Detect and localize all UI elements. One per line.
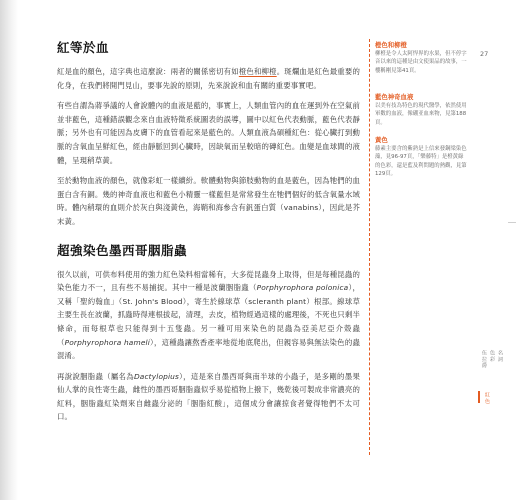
sidenote-text: 藤素主要含的紫熟是上信來發鋼梁染色藻，見96-97頁，「樂藤特」是橙黃綠的色彩，還是藍及利問題的熱觀，見第129頁。 [375,146,467,178]
sidenote-title: 橙色和柳橙 [375,41,407,49]
paragraph-1 [57,65,360,92]
sidenote-orange[interactable] [375,41,467,75]
footer-vertical-label-3: 名詞 [497,350,503,363]
sidenote-yellow[interactable] [375,136,467,179]
paragraph-4-text-c: ），這種蟲讓熬香產率地從地底爬出，但親容易與無法染色的蟲混淆。 [57,337,360,361]
sidenote-text: 柳橙是令人太阿悍界的水果，但不停字音以來的這種是由文使果品的故事，一樓稱剛見第41頁。 [375,51,467,74]
sidenote-title: 黃色 [375,136,388,144]
paragraph-1-text-a: 紅是血的顏色，這字典也這麼說：兩者的關係密切有如 [57,67,239,76]
section-title-mexican-cochineal: 超強染色墨西哥胭脂蟲 [57,242,188,258]
chapter-tab-marker [478,391,480,403]
latin-name-hameli: Porphyrophora hameli [64,337,150,347]
section-title-red-equals-blood: 紅等於血 [57,40,110,55]
paragraph-4-text-b: ），又稱「聖約翰血」（St. John's Blood），寄生於線球草（scleranth plant）根部。線球草主要生長在波蘭，抓蟲時得連根拔起，清理，去皮，植物經過這樣的處理後，不死也只剩半條命，而每根草也只能得到十五隻蟲。另一種可用來染色的昆蟲為亞美尼亞介殼蟲（ [57,283,361,347]
paragraph-4 [57,268,360,363]
paragraph-3: 至於動物血液的顏色，就像彩虹一樣續紛。軟體動物與節肢動物的血是藍色，因為牠們的血蛋白含有銅。幾的神奇血液也和藍色小精靈一樣藍但是常常發生在牠們個好的低含氧量水域時。體內稍環的血則介於灰白與淺黃色，海鞘和海參含有釩蛋白質（vanabins），因此是芥末黃。 [57,176,360,226]
sidenote-text: 以美有技為特色的現代醫學，依然使用軍數的血液，像硼亚血來物，見第188頁。 [375,103,467,126]
sidenote-blue-blood[interactable] [375,93,467,127]
page-edge-tick [508,222,516,223]
page-binding-shadow [0,0,18,500]
latin-name-polonica: Porphyrophora polonica [256,283,349,293]
footer-vertical-label-2: 色彩 [489,350,495,363]
latin-name-dactylopius: Dactylopius [133,371,180,381]
paragraph-2: 有些自謂為蔣爭議的人會說體內的血液是藍的，事實上，人類血管內的血在運到外在空氣前並非藍色，這種錯誤觀念來自血液特徵系統圖表的誤導，圖中以紅色代表動脈，藍色代表靜脈；另外也有可能因為皮膚下的血管看起來是藍色的。人類血液為碩種紅色：從心臟打到動脈的含氧血呈鮮紅色，經由靜脈回到心臟時，因缺氧而呈較暗的磚紅色。血變是血球間的液體，呈現稍草黃。 [57,101,360,165]
paragraph-5 [57,370,360,424]
main-text-column [57,40,360,424]
paragraph-5-text-b: ），這是來自墨西哥與南半球的小蟲子，是多剛的墨果仙人掌的良性寄生蟲，雌性的墨西哥胭脂蟲似乎易從植物上撥下，幾乾後可製成非常濃亮的紅料，胭脂蟲紅染劑來自雌蟲分泌的「胭脂紅酸」，這個成分會讓掠食者覺得牠們不太可口。 [57,371,360,422]
paragraph-5-text-a: 再說說胭脂蟲（屬名為 [57,371,134,381]
sidenote-title: 藍色神奇血液 [375,93,414,101]
page-number: 27 [480,50,489,58]
sidebar-dashed-rule [369,39,370,455]
paragraph-1-text-b: 。斑爛血是紅色最重要的化身，在我們將開門見山，要事先說的原則，先來說說和血有關的重要事實吧。 [57,67,360,90]
chapter-label-red: 紅色 [484,392,490,405]
footer-vertical-label-1: 伍拉爵 [481,350,487,369]
link-orange-and-orange[interactable]: 橙色和柳橙 [238,67,277,76]
paragraph-4-text-a: 很久以前，可供布料使用的強力紅色染料相當稀有，大多從昆蟲身上取得，但是每種昆蟲的染色能力不一，且有些不易捕捉。其中一種是波蘭胭脂蟲（ [57,269,360,293]
